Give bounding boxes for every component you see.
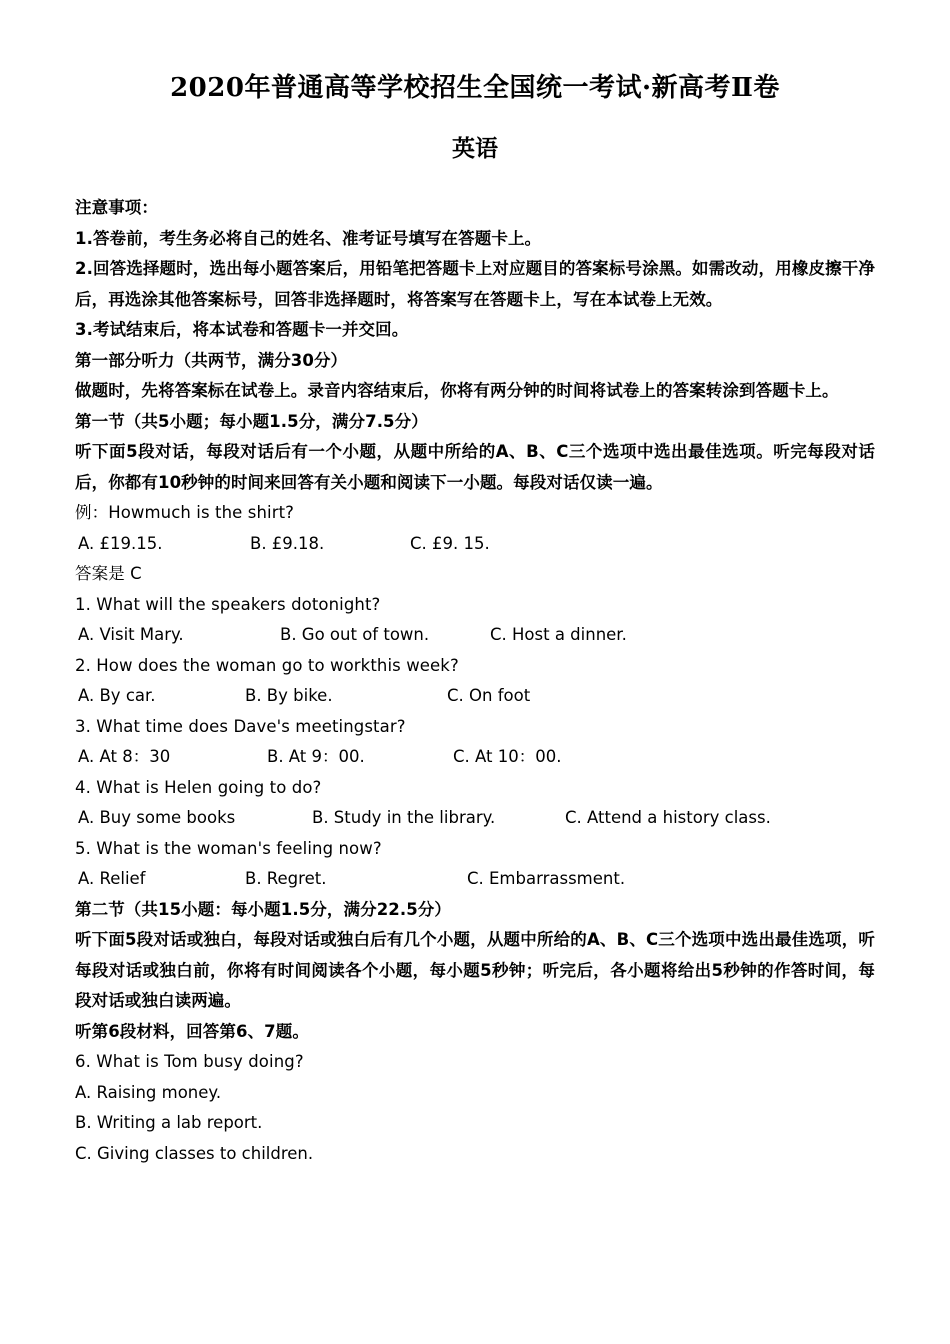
- question-3-stem: 3. What time does Dave's meetingstar?: [75, 716, 406, 736]
- question-5-option-c[interactable]: C. Embarrassment.: [467, 869, 626, 889]
- question-1-option-b[interactable]: B. Go out of town.: [280, 625, 430, 645]
- question-1-stem: 1. What will the speakers dotonight?: [75, 594, 381, 614]
- question-5-option-b[interactable]: B. Regret.: [245, 869, 327, 889]
- question-4-options-row: [75, 803, 875, 834]
- section-one-heading: 第一节（共5小题；每小题1.5分，满分7.5分）: [75, 411, 428, 431]
- notice-heading: 注意事项：: [75, 198, 158, 218]
- question-1-options-row: [75, 620, 875, 651]
- question-4-option-b[interactable]: B. Study in the library.: [312, 808, 496, 828]
- question-6-option-c[interactable]: C. Giving classes to children.: [75, 1143, 314, 1163]
- example-option-b[interactable]: B. £9.18.: [250, 533, 325, 553]
- section-two-instruction: 听下面5段对话或独白，每段对话或独白后有几个小题，从题中所给的A、B、C三个选项中选出最佳选项，听每段对话或独白前，你将有时间阅读各个小题，每小题5秒钟；听完后，各小题将给出5秒钟的作答时间，每段对话或独白读两遍。: [75, 930, 875, 1011]
- example-option-a[interactable]: A. £19.15.: [78, 533, 163, 553]
- question-2-stem: 2. How does the woman go to workthis week?: [75, 655, 459, 675]
- example-option-c[interactable]: C. £9. 15.: [410, 533, 490, 553]
- question-6-option-a[interactable]: A. Raising money.: [75, 1082, 222, 1102]
- question-3-option-a[interactable]: A. At 8：30: [78, 747, 171, 767]
- question-6-stem: 6. What is Tom busy doing?: [75, 1052, 304, 1072]
- example-question: 例：Howmuch is the shirt?: [75, 503, 294, 523]
- question-3-option-b[interactable]: B. At 9：00.: [267, 747, 365, 767]
- section-one-instruction: 听下面5段对话，每段对话后有一个小题，从题中所给的A、B、C三个选项中选出最佳选项。听完每段对话后，你都有10秒钟的时间来回答有关小题和阅读下一小题。每段对话仅读一遍。: [75, 442, 875, 492]
- question-3-options-row: [75, 742, 875, 773]
- question-6-option-b[interactable]: B. Writing a lab report.: [75, 1113, 263, 1133]
- question-2-options-row: [75, 681, 875, 712]
- section-two-heading: 第二节（共15小题：每小题1.5分，满分22.5分）: [75, 899, 452, 919]
- question-5-options-row: [75, 864, 875, 895]
- page-title: 2020年普通高等学校招生全国统一考试·新高考Ⅱ卷: [170, 73, 780, 103]
- question-3-option-c[interactable]: C. At 10：00.: [453, 747, 562, 767]
- question-4-stem: 4. What is Helen going to do?: [75, 777, 322, 797]
- subject-title: 英语: [452, 134, 498, 162]
- notice-item-3: 3.考试结束后，将本试卷和答题卡一并交回。: [75, 320, 409, 340]
- notice-item-1: 1.答卷前，考生务必将自己的姓名、准考证号填写在答题卡上。: [75, 228, 542, 248]
- example-answer: 答案是 C: [75, 564, 142, 584]
- question-4-option-c[interactable]: C. Attend a history class.: [565, 808, 771, 828]
- question-2-option-c[interactable]: C. On foot: [447, 686, 531, 706]
- question-4-option-a[interactable]: A. Buy some books: [78, 808, 236, 828]
- question-5-option-a[interactable]: A. Relief: [78, 869, 146, 889]
- question-1-option-c[interactable]: C. Host a dinner.: [490, 625, 627, 645]
- question-1-option-a[interactable]: A. Visit Mary.: [78, 625, 184, 645]
- example-options-row: [75, 529, 875, 560]
- question-2-option-a[interactable]: A. By car.: [78, 686, 156, 706]
- question-2-option-b[interactable]: B. By bike.: [245, 686, 333, 706]
- paper-body: [75, 163, 875, 1169]
- part-one-heading: 第一部分听力（共两节，满分30分）: [75, 350, 348, 370]
- question-5-stem: 5. What is the woman's feeling now?: [75, 838, 382, 858]
- part-one-instruction: 做题时，先将答案标在试卷上。录音内容结束后，你将有两分钟的时间将试卷上的答案转涂到答题卡上。: [75, 381, 839, 401]
- section-two-material-note: 听第6段材料，回答第6、7题。: [75, 1021, 309, 1041]
- notice-item-2: 2.回答选择题时，选出每小题答案后，用铅笔把答题卡上对应题目的答案标号涂黑。如需改动，用橡皮擦干净后，再选涂其他答案标号，回答非选择题时，将答案写在答题卡上，写在本试卷上无效。: [75, 259, 875, 309]
